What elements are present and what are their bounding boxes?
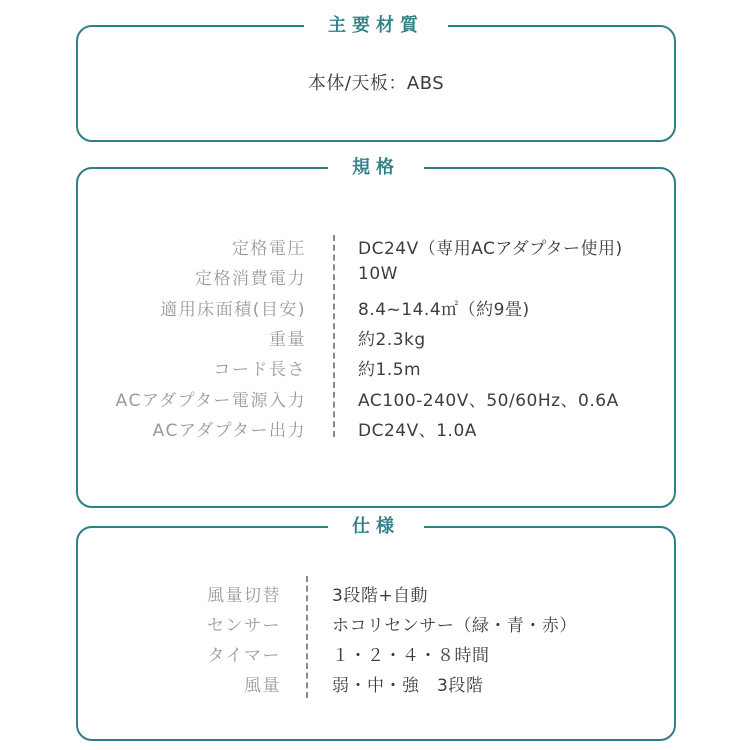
features-section <box>76 516 676 741</box>
feature-row-airflow-switch <box>78 578 674 608</box>
materials-heading: 主要材質 <box>304 13 448 39</box>
feature-value: 弱・中・強 3段階 <box>332 676 484 696</box>
spec-value: AC100-240V、50/60Hz、0.6A <box>358 391 619 411</box>
spec-label: 適用床面積(目安) <box>160 300 306 320</box>
materials-text: 本体/天板：ABS <box>307 73 445 94</box>
specs-heading: 規格 <box>328 155 424 181</box>
spec-value: DC24V、1.0A <box>358 421 477 441</box>
features-heading: 仕様 <box>328 514 424 540</box>
spec-value: DC24V（専用ACアダプター使用) <box>358 239 623 259</box>
specs-section <box>76 157 676 508</box>
feature-value: １・２・４・８時間 <box>332 646 490 666</box>
feature-row-airflow <box>78 668 674 698</box>
spec-row-weight <box>78 322 674 352</box>
spec-value: 8.4~14.4㎡（約9畳) <box>358 300 530 320</box>
spec-row-floor-area <box>78 292 674 322</box>
materials-section <box>76 15 676 142</box>
spec-label: 重量 <box>269 330 306 350</box>
spec-value: 約2.3kg <box>358 330 426 350</box>
spec-label: ACアダプター電源入力 <box>115 391 306 411</box>
spec-row-adapter-output <box>78 413 674 443</box>
feature-value: 3段階+自動 <box>332 586 429 606</box>
feature-label: センサー <box>207 616 281 636</box>
spec-value: 10W <box>358 264 398 284</box>
feature-label: 風量 <box>244 676 281 696</box>
spec-label: 定格消費電力 <box>195 269 306 289</box>
spec-label: 定格電圧 <box>232 239 306 259</box>
feature-value: ホコリセンサー（緑・青・赤） <box>332 616 577 636</box>
spec-label: コード長さ <box>213 360 306 380</box>
feature-row-sensor <box>78 608 674 638</box>
spec-row-cord-length <box>78 352 674 382</box>
spec-value: 約1.5m <box>358 360 422 380</box>
feature-label: タイマー <box>207 646 281 666</box>
spec-row-rated-voltage <box>78 231 674 261</box>
spec-row-rated-power <box>78 261 674 291</box>
spec-row-adapter-input <box>78 383 674 413</box>
feature-label: 風量切替 <box>207 586 281 606</box>
feature-row-timer <box>78 638 674 668</box>
spec-label: ACアダプター出力 <box>152 421 306 441</box>
